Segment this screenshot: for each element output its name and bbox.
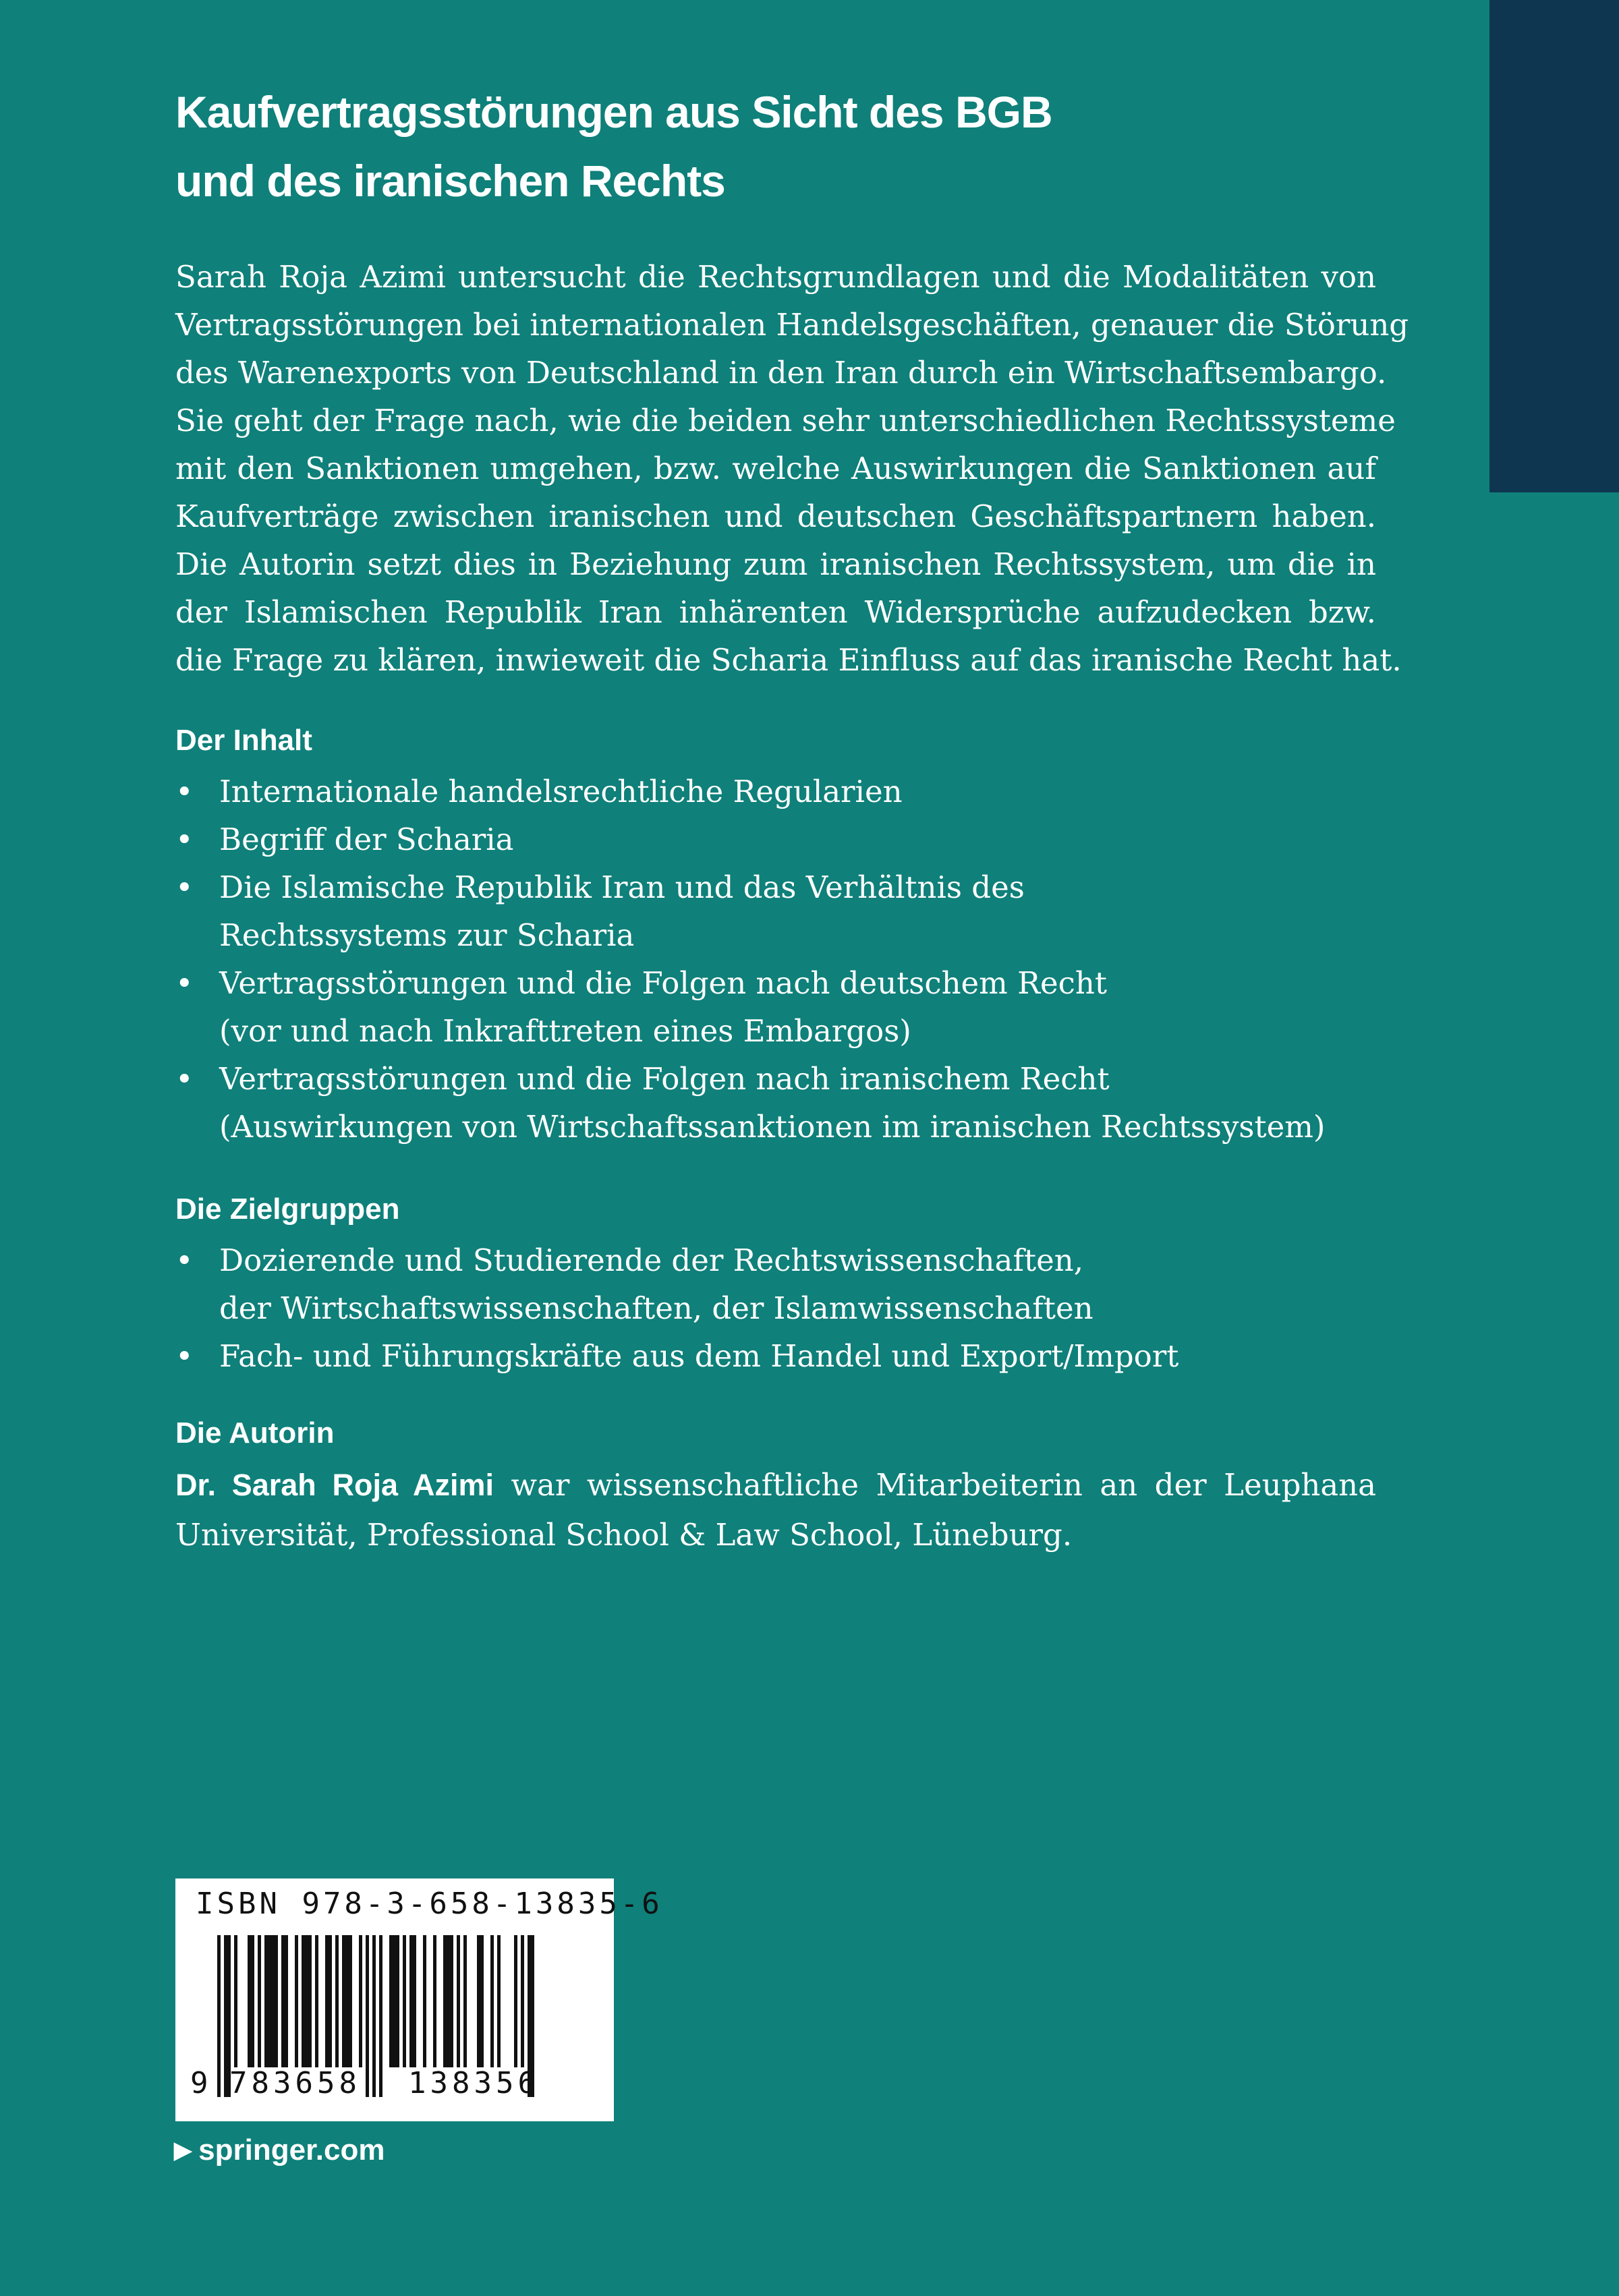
barcode-bar: [423, 1935, 426, 2067]
description-line: Kaufverträge zwischen iranischen und deutschen Geschäftspartnern haben.: [175, 498, 1376, 534]
list-item-line: Vertragsstörungen und die Folgen nach iranischem Recht: [219, 1061, 1110, 1097]
barcode-bar: [389, 1935, 399, 2067]
list-item-line: Rechtssystems zur Scharia: [219, 917, 635, 953]
barcode-bar: [443, 1935, 453, 2067]
barcode-bar: [409, 1935, 416, 2067]
barcode-bar: [366, 1935, 369, 2097]
barcode-bar: [217, 1935, 221, 2097]
isbn-label: ISBN 978-3-658-13835-6: [196, 1887, 663, 1921]
barcode-bar: [258, 1935, 261, 2067]
description-line: Vertragsstörungen bei internationalen Handelsgeschäften, genauer die Störung: [175, 307, 1409, 343]
publisher-link-text: springer.com: [198, 2133, 385, 2166]
barcode-bar: [521, 1935, 524, 2067]
list-item: [175, 1055, 1390, 1151]
barcode-bar: [315, 1935, 318, 2067]
author-bio-line: Universität, Professional School & Law School, Lüneburg.: [175, 1517, 1073, 1553]
description-line: die Frage zu klären, inwieweit die Scharia Einfluss auf das iranische Recht hat.: [175, 642, 1402, 678]
barcode-bar: [248, 1935, 254, 2067]
bullet-icon: •: [175, 965, 194, 1001]
barcode-bar: [372, 1935, 376, 2097]
inhalt-heading: Der Inhalt: [175, 724, 312, 757]
title-line-2: und des iranischen Rechts: [175, 156, 725, 206]
list-item-line: Internationale handelsrechtliche Regularien: [219, 774, 903, 809]
barcode-bar: [457, 1935, 460, 2067]
barcode-bar: [403, 1935, 406, 2067]
barcode-bar: [477, 1935, 484, 2067]
barcode-first-digit: 9: [190, 2066, 208, 2100]
corner-color-block: [1489, 0, 1619, 492]
barcode-bar: [335, 1935, 339, 2067]
description-line: mit den Sanktionen umgehen, bzw. welche Auswirkungen die Sanktionen auf: [175, 451, 1376, 486]
list-item: [175, 1236, 1390, 1332]
list-item-line: Dozierende und Studierende der Rechtswissenschaften,: [219, 1242, 1084, 1278]
description-line: des Warenexports von Deutschland in den Iran durch ein Wirtschaftsembargo.: [175, 355, 1387, 391]
author-bio-text: war wissenschaftliche Mitarbeiterin an der Leuphana: [494, 1467, 1376, 1503]
isbn-barcode: [175, 1878, 663, 2121]
bullet-icon: •: [175, 1242, 194, 1278]
bullet-icon: •: [175, 1338, 194, 1374]
list-item-line: Fach- und Führungskräfte aus dem Handel und Export/Import: [219, 1338, 1179, 1374]
list-item-line: Vertragsstörungen und die Folgen nach deutschem Recht: [219, 965, 1107, 1001]
barcode-bar: [281, 1935, 288, 2067]
autorin-heading: Die Autorin: [175, 1416, 335, 1450]
book-title: [175, 78, 1423, 215]
list-item: [175, 959, 1390, 1055]
description-line: Sarah Roja Azimi untersucht die Rechtsgrundlagen und die Modalitäten von: [175, 259, 1376, 295]
description-line: Die Autorin setzt dies in Beziehung zum iranischen Rechtssystem, um die in: [175, 546, 1376, 582]
barcode-bar: [514, 1935, 517, 2067]
list-item-line: Begriff der Scharia: [219, 822, 514, 857]
barcode-bar: [433, 1935, 436, 2067]
barcode-bar: [302, 1935, 312, 2067]
list-item: [175, 863, 1390, 959]
barcode-left-digits: 783658: [229, 2066, 361, 2100]
list-item: [175, 1332, 1390, 1380]
zielgruppen-list: [175, 1236, 1390, 1380]
arrow-right-icon: ▶: [174, 2137, 192, 2163]
barcode-bar: [264, 1935, 278, 2067]
barcode-bar: [463, 1935, 467, 2067]
list-item: [175, 768, 1390, 815]
barcode-bar: [295, 1935, 298, 2067]
author-bio-line: [175, 1460, 1376, 1510]
barcode-bar: [490, 1935, 494, 2067]
barcode-right-digits: 138356: [408, 2066, 540, 2100]
barcode-bar: [342, 1935, 352, 2067]
list-item: [175, 815, 1390, 863]
bullet-icon: •: [175, 822, 194, 857]
bullet-icon: •: [175, 774, 194, 809]
list-item-line: (vor und nach Inkrafttreten eines Embargos): [219, 1013, 911, 1049]
barcode-bar: [234, 1935, 237, 2067]
bullet-icon: •: [175, 869, 194, 905]
list-item-line: (Auswirkungen von Wirtschaftssanktionen im iranischen Rechtssystem): [219, 1109, 1326, 1145]
book-description: [175, 253, 1409, 684]
bullet-icon: •: [175, 1061, 194, 1097]
barcode-bar: [325, 1935, 332, 2067]
list-item-line: der Wirtschaftswissenschaften, der Islamwissenschaften: [219, 1290, 1093, 1326]
barcode-bar: [359, 1935, 362, 2067]
description-line: der Islamischen Republik Iran inhärenten Widersprüche aufzudecken bzw.: [175, 594, 1376, 630]
zielgruppen-heading: Die Zielgruppen: [175, 1193, 400, 1226]
publisher-link[interactable]: [174, 2130, 385, 2171]
barcode-bar: [379, 1935, 382, 2097]
title-line-1: Kaufvertragsstörungen aus Sicht des BGB: [175, 87, 1052, 137]
inhalt-list: [175, 768, 1390, 1151]
author-name: Dr. Sarah Roja Azimi: [175, 1468, 494, 1502]
description-line: Sie geht der Frage nach, wie die beiden sehr unterschiedlichen Rechtssysteme: [175, 403, 1396, 438]
list-item-line: Die Islamische Republik Iran und das Verhältnis des: [219, 869, 1025, 905]
barcode-bar: [497, 1935, 501, 2067]
author-bio: [175, 1460, 1376, 1560]
